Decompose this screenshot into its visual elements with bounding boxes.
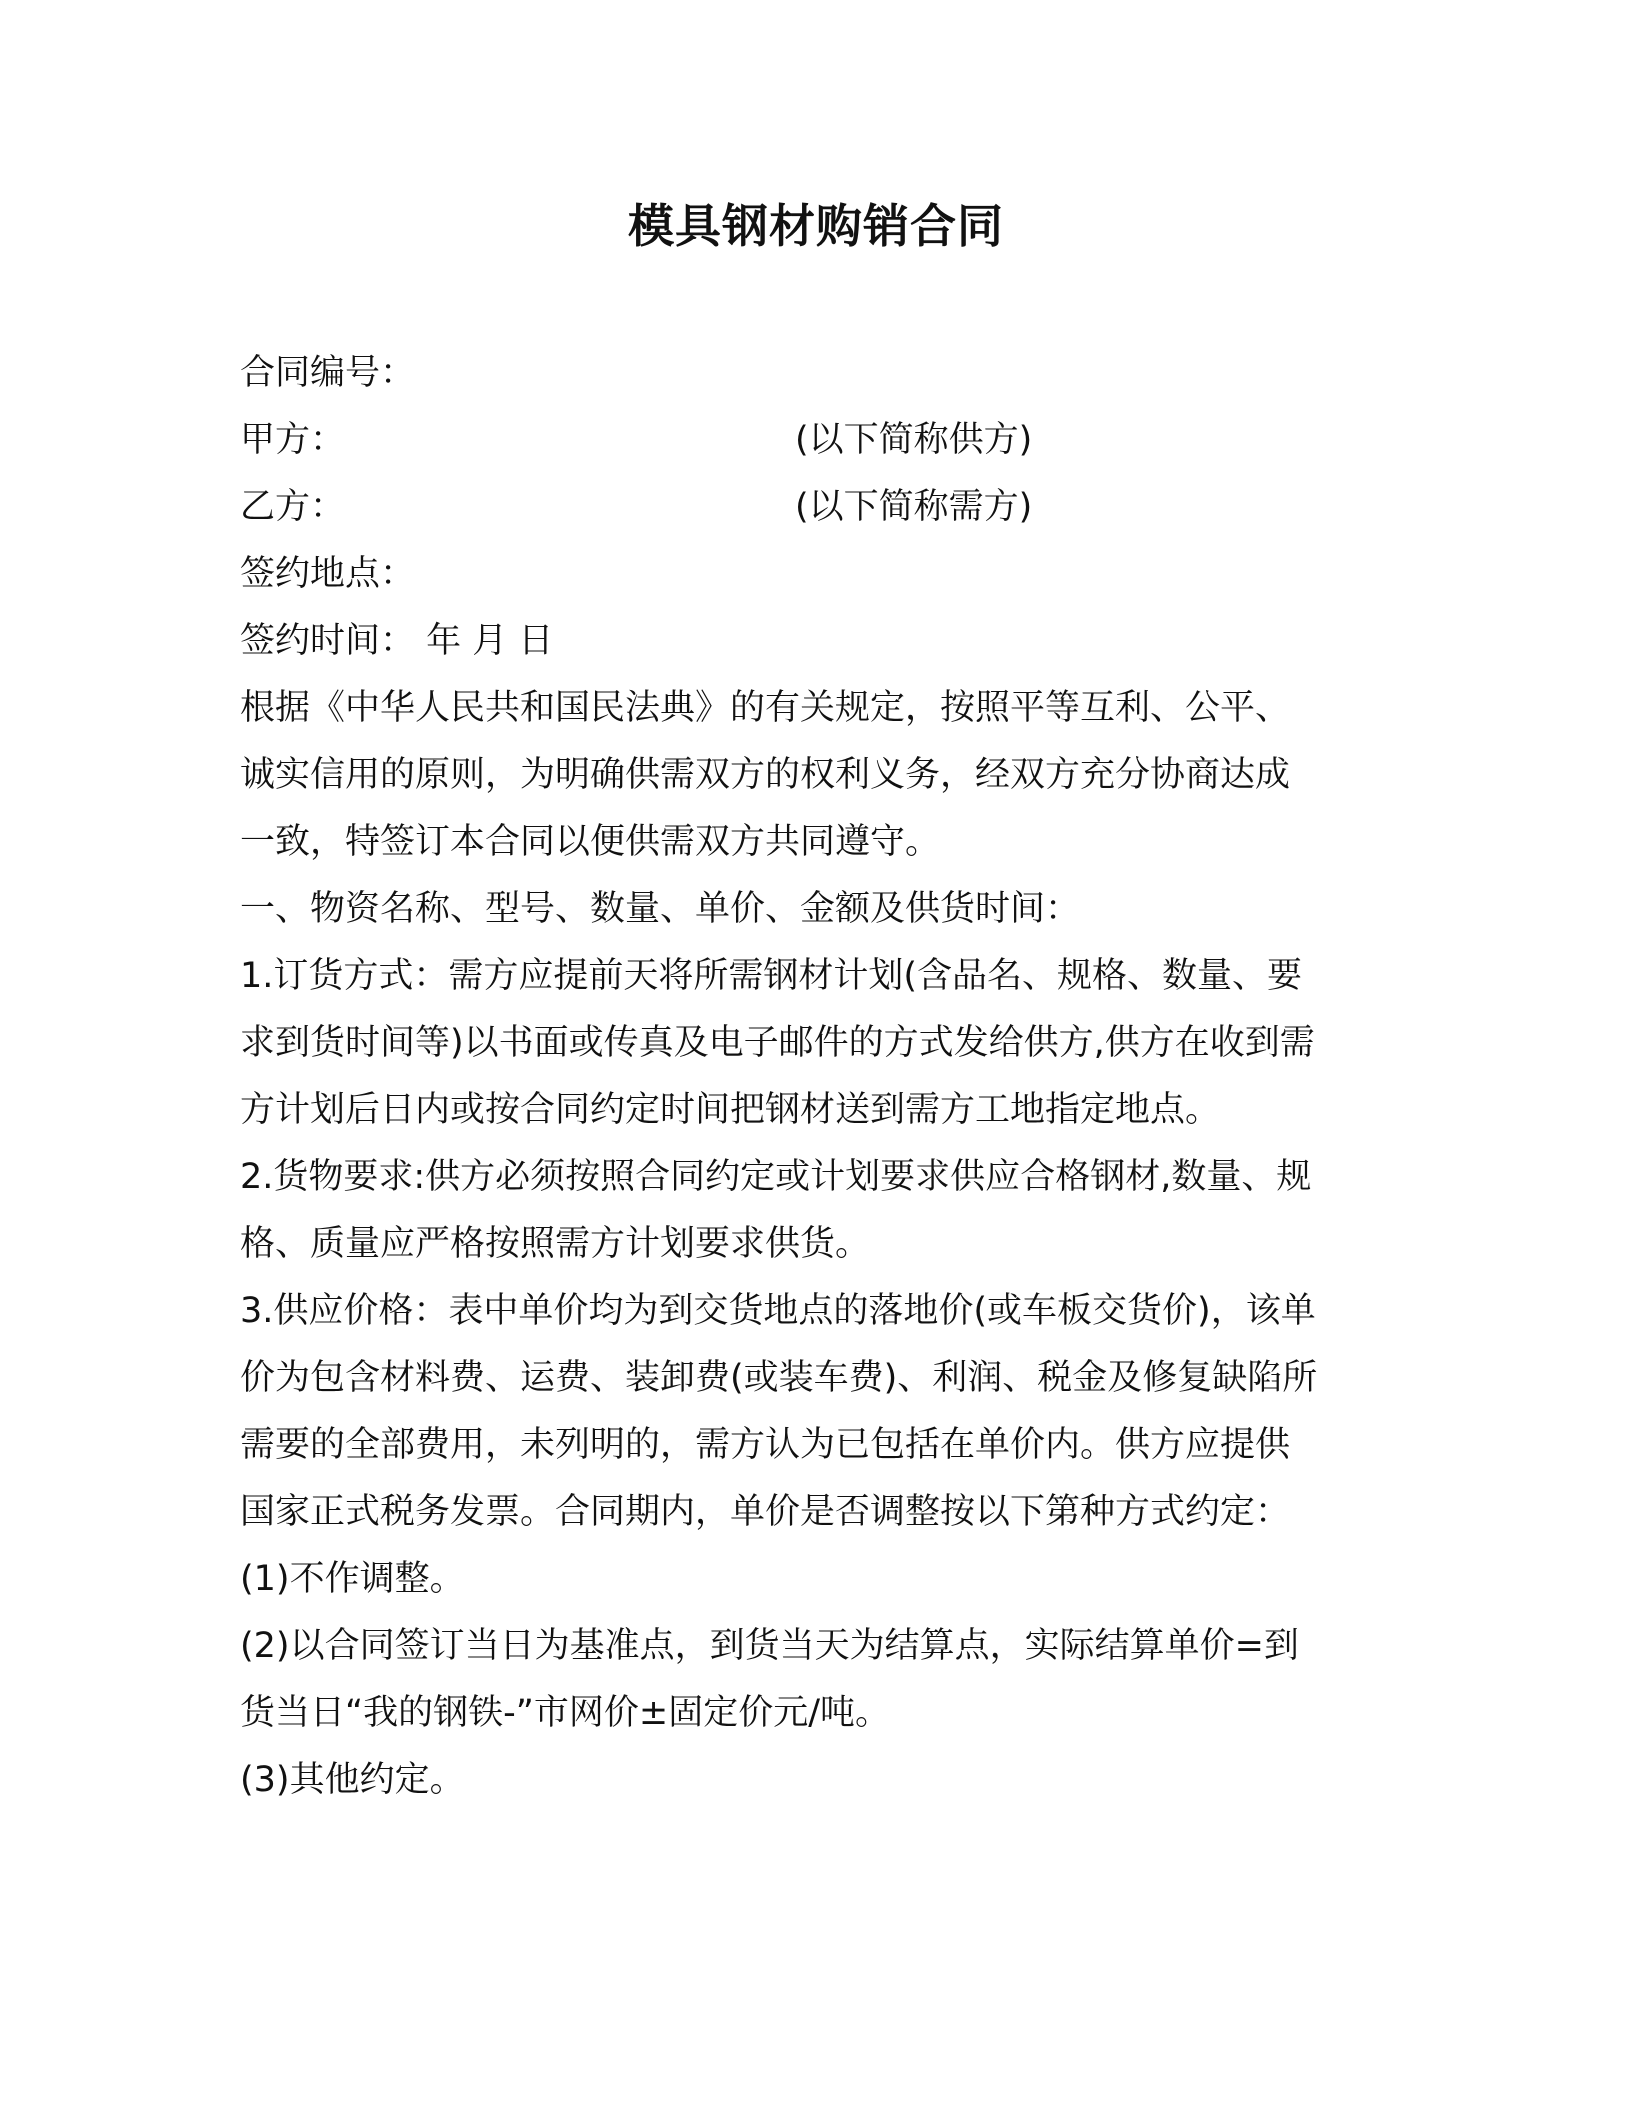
signing-place-label: 签约地点：	[240, 554, 416, 594]
body-line: 货当日“我的钢铁-”市网价±固定价元/吨。	[240, 1693, 891, 1733]
section-heading: 一、物资名称、型号、数量、单价、金额及供货时间：	[240, 889, 1081, 929]
body-line: 方计划后日内或按合同约定时间把钢材送到需方工地指定地点。	[240, 1090, 1221, 1130]
body-line: 格、质量应严格按照需方计划要求供货。	[240, 1224, 871, 1264]
body-line: 国家正式税务发票。合同期内，单价是否调整按以下第种方式约定：	[240, 1492, 1291, 1532]
contract-number-line	[240, 340, 1390, 407]
body-line: 2.货物要求:供方必须按照合同约定或计划要求供应合格钢材,数量、规	[240, 1157, 1312, 1197]
body-line: (1)不作调整。	[240, 1559, 465, 1599]
party-b-line	[240, 474, 1390, 541]
party-a-line	[240, 407, 1390, 474]
body-line: (3)其他约定。	[240, 1760, 465, 1800]
body-line: (2)以合同签订当日为基准点，到货当天为结算点，实际结算单价=到	[240, 1626, 1299, 1666]
body-line: 3.供应价格：表中单价均为到交货地点的落地价(或车板交货价)，该单	[240, 1291, 1316, 1331]
body-line: 一致，特签订本合同以便供需双方共同遵守。	[240, 822, 941, 862]
contract-number-label: 合同编号：	[240, 353, 416, 393]
party-a-note: (以下简称供方)	[795, 420, 1033, 460]
party-a-label: 甲方：	[240, 420, 346, 460]
body-line: 1.订货方式：需方应提前天将所需钢材计划(含品名、规格、数量、要	[240, 956, 1303, 996]
document-title: 模具钢材购销合同	[628, 199, 1004, 253]
document-body	[240, 340, 1390, 1814]
body-line: 求到货时间等)以书面或传真及电子邮件的方式发给供方,供方在收到需	[240, 1023, 1315, 1063]
body-line: 需要的全部费用，未列明的，需方认为已包括在单价内。供方应提供	[240, 1425, 1291, 1465]
signing-place-line	[240, 541, 1390, 608]
body-line: 诚实信用的原则，为明确供需双方的权利义务，经双方充分协商达成	[240, 755, 1291, 795]
signing-time-line	[240, 608, 1390, 675]
party-b-label: 乙方：	[240, 487, 346, 527]
body-line: 根据《中华人民共和国民法典》的有关规定，按照平等互利、公平、	[240, 688, 1291, 728]
signing-time-label: 签约时间： 年 月 日	[240, 621, 554, 661]
party-b-note: (以下简称需方)	[795, 487, 1033, 527]
body-line: 价为包含材料费、运费、装卸费(或装车费)、利润、税金及修复缺陷所	[240, 1358, 1318, 1398]
